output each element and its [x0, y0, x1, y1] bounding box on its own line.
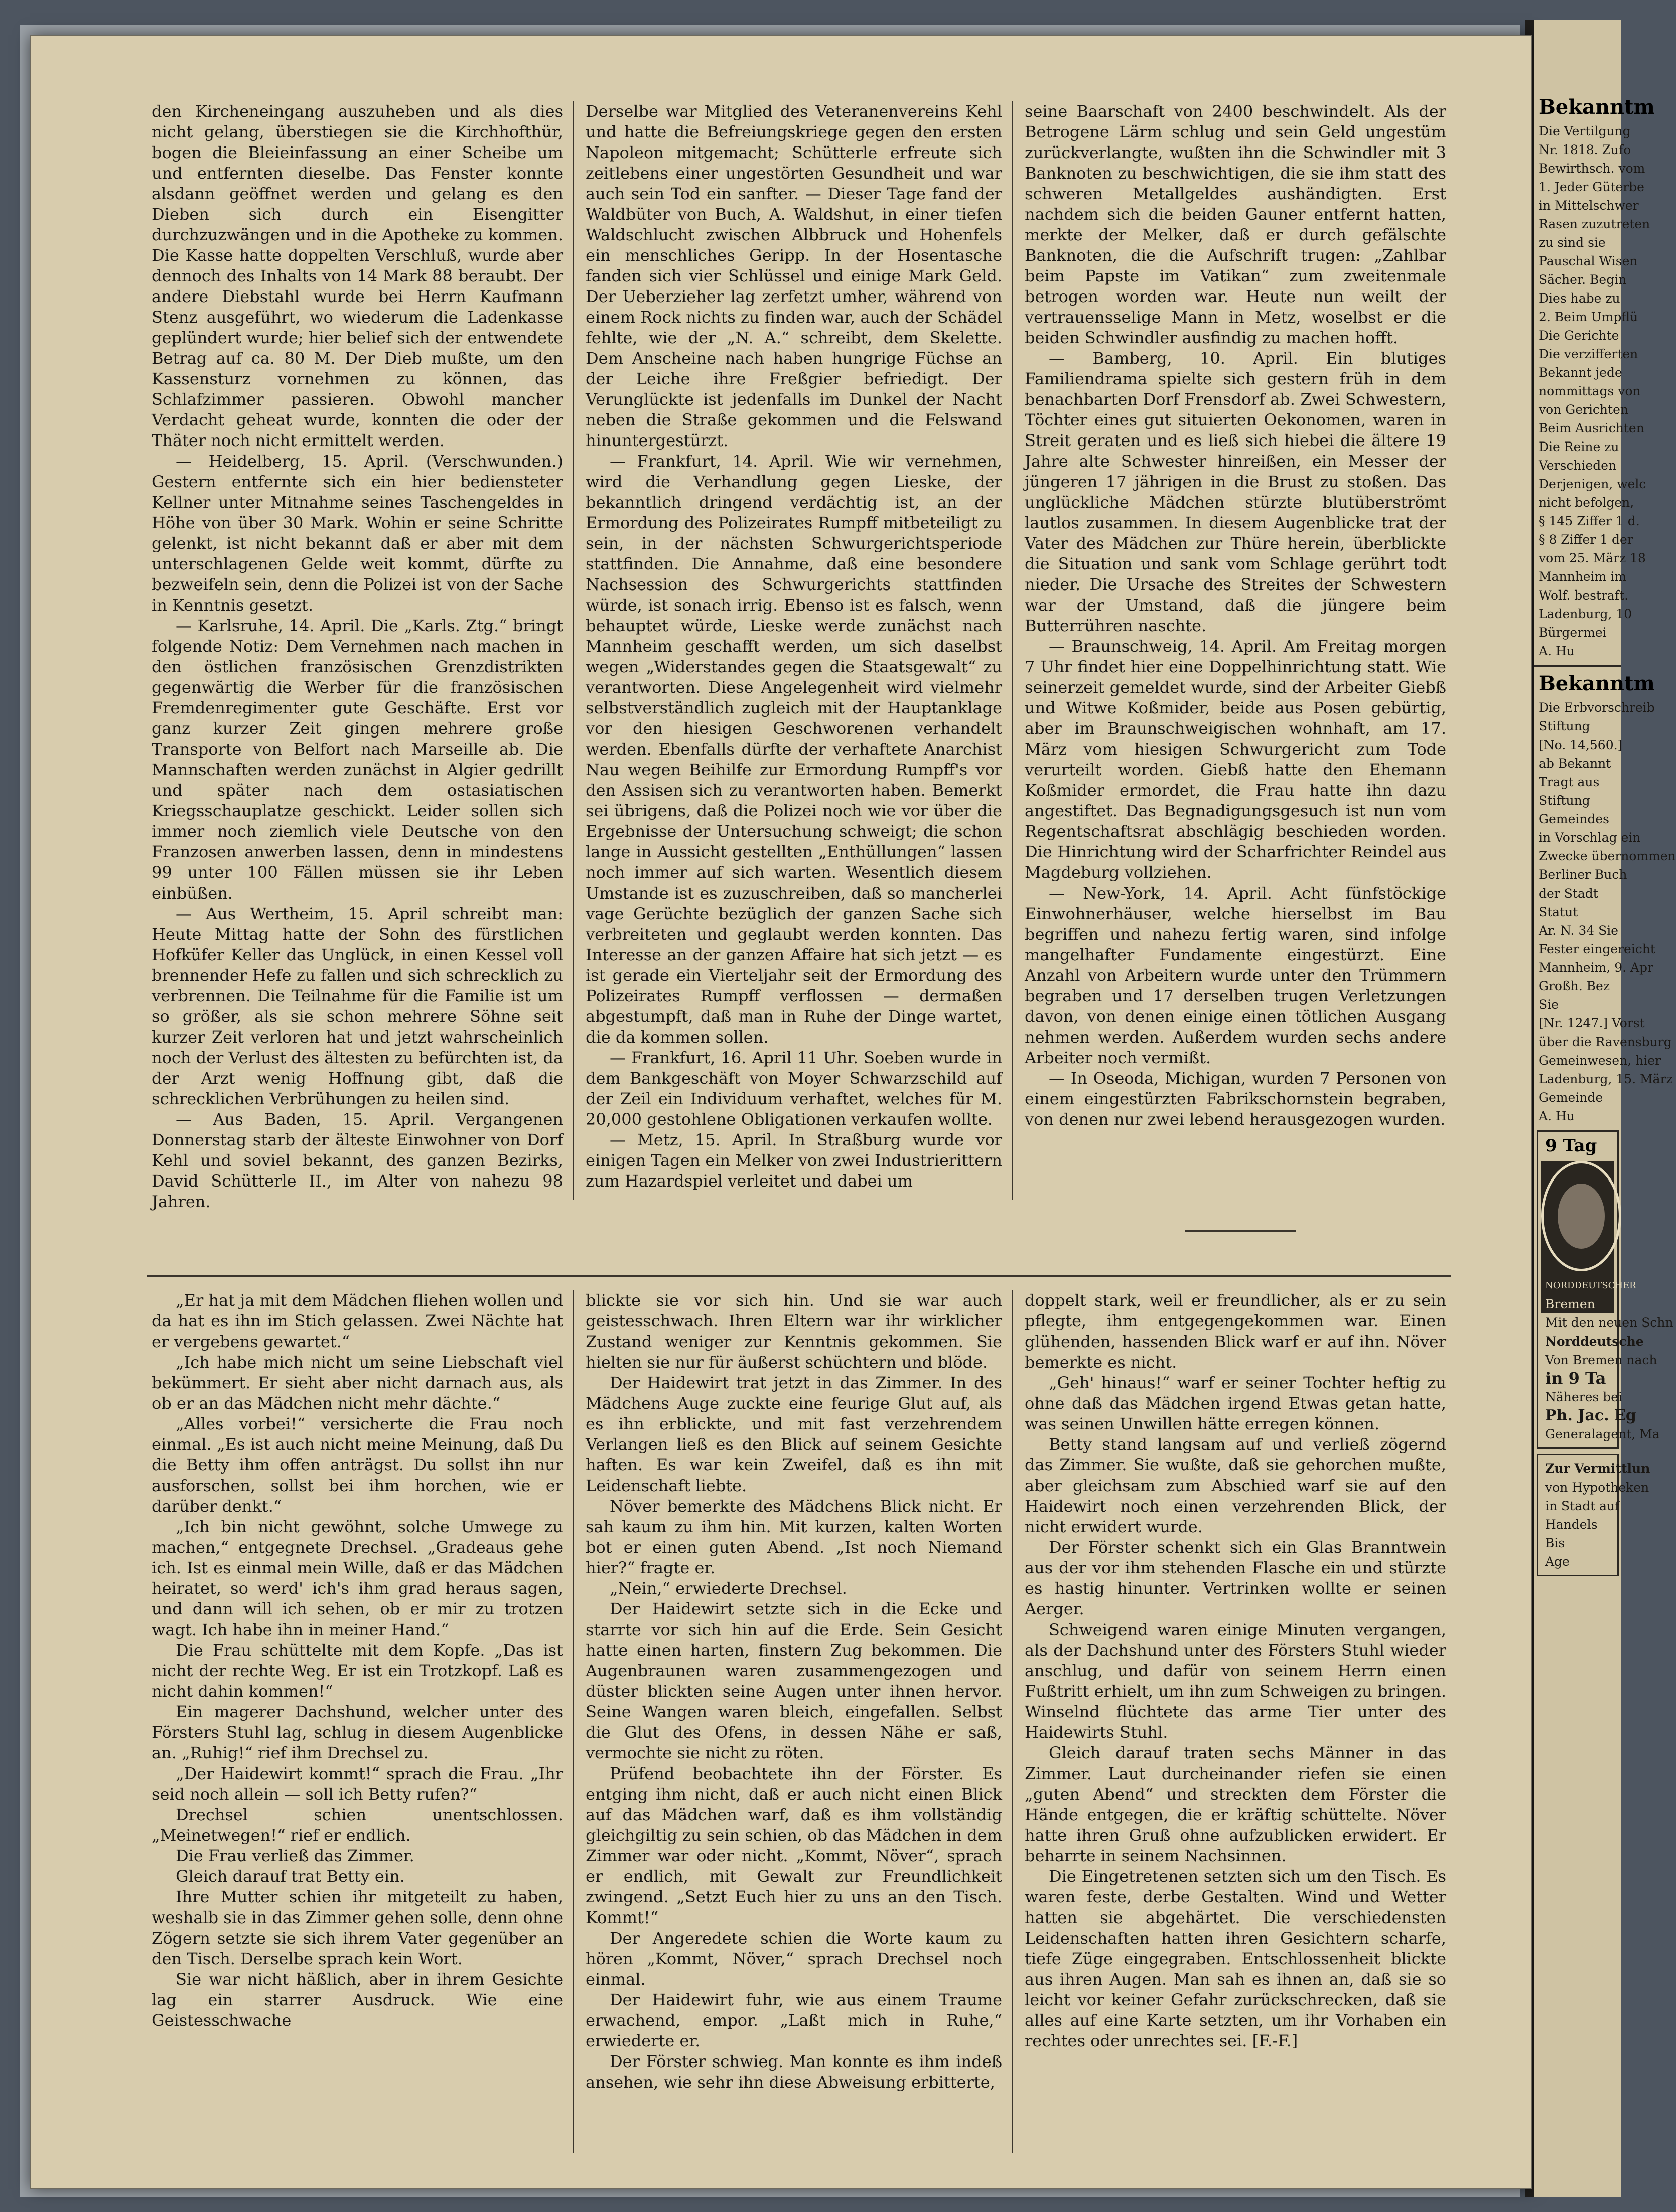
anchor-seal-icon	[1541, 1161, 1621, 1271]
story-paragraph: „Geh' hinaus!“ warf er seiner Tochter heftig zu ohne daß das Mädchen irgend Etwas getan hatte, was seinen Unwillen hätte erregen können.	[1025, 1373, 1446, 1433]
story-paragraph: Der Förster schwieg. Man konnte es ihm indeß ansehen, wie sehr ihn diese Abweisung erbitterte,	[586, 2052, 1002, 2092]
announcement-line: Sächer. Begin	[1539, 272, 1627, 287]
announcement-line: über die Ravensburg	[1539, 1035, 1672, 1049]
announcement-line: ab Bekannt	[1539, 756, 1611, 771]
story-paragraph: Der Haidewirt fuhr, wie aus einem Traume erwachend, empor. „Laßt mich in Ruhe,“ erwiederte er.	[586, 1990, 1002, 2050]
story-paragraph: Ein magerer Dachshund, welcher unter des Försters Stuhl lag, schlug in diesem Augenblicke an. „Ruhig!“ rief ihm Drechsel zu.	[152, 1702, 563, 1762]
news-paragraph: — In Oseoda, Michigan, wurden 7 Personen von einem eingestürzten Fabrikschornstein begraben, von denen nur zwei lebend herausgezogen wurden.	[1025, 1069, 1446, 1129]
announcement-line: Die Reine zu	[1539, 439, 1619, 454]
adjacent-page-strip	[1534, 20, 1676, 2197]
story-paragraph: Der Haidewirt trat jetzt in das Zimmer. In des Mädchens Auge zuckte eine feurige Glut auf, als es ihn erblickte, und mit fast verzehrendem Verlangen ließ es den Blick auf seinem Gesichte haften. Es war kein Zweifel, daß es ihn mit Leidenschaft liebte.	[586, 1373, 1002, 1495]
announcement-line: Verschieden	[1539, 458, 1617, 473]
announcement-line: Bewirthsch. vom	[1539, 161, 1645, 176]
ad-line: Von Bremen nach	[1545, 1353, 1657, 1367]
story-paragraph: „Ich habe mich nicht um seine Liebschaft viel bekümmert. Er sieht aber nicht darnach aus, als ob er an das Mädchen nicht mehr dächte.“	[152, 1353, 563, 1413]
ad-line: Age	[1545, 1554, 1570, 1569]
announcement-line: A. Hu	[1539, 1109, 1575, 1123]
story-paragraph: Gleich darauf traten sechs Männer in das Zimmer. Laut durcheinander riefen sie einen „guten Abend“ und streckten dem Förster die Hände entgegen, die er kräftig schüttelte. Növer hatte ihren Gruß ohne aufzublicken erwidert. Er beharrte in seinem Nachsinnen.	[1025, 1743, 1446, 1865]
announcement-line: Gemeinde	[1539, 1090, 1603, 1105]
announcement-line: 2. Beim Umpflü	[1539, 310, 1638, 324]
ad-line: in 9 Ta	[1545, 1369, 1606, 1388]
news-paragraph: — New-York, 14. April. Acht fünfstöckige Einwohnerhäuser, welche hierselbst im Bau begriffen und nahezu fertig waren, sind infolge mangelhafter Fundamente eingestürzt. Eine Anzahl von Arbeitern wurde unter den Trümmern begraben und 17 derselben trugen Verletzungen davon, von denen einige einen tötlichen Ausgang nehmen werden. Außerdem wurden sechs andere Arbeiter noch vermißt.	[1025, 883, 1446, 1067]
announcement-line: Dies habe zu	[1539, 291, 1620, 306]
column-rule	[573, 1290, 574, 2153]
ad-line: von Hypotheken	[1545, 1480, 1649, 1495]
announcement-line: Zwecke übernommen	[1539, 849, 1676, 863]
announcement-line: Gemeindes	[1539, 812, 1609, 826]
ad-line: Bis	[1545, 1536, 1565, 1550]
announcement-line: [No. 14,560.]	[1539, 738, 1623, 752]
announcement-line: Die Gerichte	[1539, 328, 1619, 343]
seal-caption: NORDDEUTSCHER	[1545, 1280, 1636, 1291]
announcement-heading: Bekanntm	[1539, 95, 1655, 119]
column-rule	[573, 101, 574, 1200]
story-paragraph: Die Eingetretenen setzten sich um den Tisch. Es waren feste, derbe Gestalten. Wind und Wetter hatten sie abgehärtet. Die verschiedensten Leidenschaften hatten ihren Gesichtern scharfe, tiefe Züge eingegraben. Entschlossenheit blickte aus ihren Augen. Man sah es ihnen an, daß sie so leicht vor keiner Gefahr zurückschrecken, daß sie alles auf eine Karte setzten, um ihr Vorhaben ein rechtes oder unrechtes sei. [F.-F.]	[1025, 1867, 1446, 2050]
announcement-line: Nr. 1818. Zufo	[1539, 142, 1631, 157]
announcement-line: Großh. Bez	[1539, 979, 1610, 993]
story-paragraph: „Nein,“ erwiederte Drechsel.	[610, 1579, 847, 1598]
announcement-line: Pauschal Wisen	[1539, 254, 1638, 268]
announcement-line: Tragt aus	[1539, 775, 1600, 789]
shipping-advertisement	[1537, 1130, 1673, 1449]
news-paragraph: — Braunschweig, 14. April. Am Freitag morgen 7 Uhr findet hier eine Doppelhinrichtung statt. Wie seinerzeit gemeldet wurde, sind der Arbeiter Giebß und Witwe Koßmider, beide aus Posen gebürtig, aber im Braunschweigischen wohnhaft, am 17. März vom hiesigen Schwurgericht zum Tode verurteilt worden. Giebß hatte den Ehemann Koßmider ermordet, die Frau hatte ihn dazu angestiftet. Das Begnadigungsgesuch ist nun vom Regentschaftsrat abschlägig beschieden worden. Die Hinrichtung wird der Scharfrichter Reindel aus Magdeburg vollziehen.	[1025, 637, 1446, 882]
announcement-line: Die Erbvorschreib	[1539, 700, 1655, 715]
announcement-line: Mannheim, 9. Apr	[1539, 960, 1654, 975]
announcement-line: von Gerichten	[1539, 402, 1628, 417]
story-paragraph: „Er hat ja mit dem Mädchen fliehen wollen und da hat es ihn im Stich gelassen. Zwei Nächte hat er vergebens gewartet.“	[152, 1291, 563, 1351]
announcement-line: § 145 Ziffer 1 d.	[1539, 514, 1640, 528]
news-paragraph: den Kircheneingang auszuheben und als dies nicht gelang, überstiegen sie die Kirchhofthür, bogen die Bleieinfassung an einer Scheibe um und entfernten dieselbe. Das Fenster konnte alsdann geöffnet werden und gelang es den Dieben sich durch ein Eisengitter durchzuzwängen und in die Apotheke zu kommen. Die Kasse hatte doppelten Verschluß, wurde aber dennoch des Inhalts von 14 Mark 88 beraubt. Der andere Diebstahl wurde bei Herrn Kaufmann Stenz ausgeführt, wo wiederum die Ladenkasse geplündert wurde; hier belief sich der entwendete Betrag auf ca. 80 M. Der Dieb mußte, um den Kassensturz vornehmen zu können, das Schlafzimmer passieren. Obwohl mancher Verdacht geheat wurde, konnten die oder der Thäter noch nicht ermittelt werden.	[152, 102, 563, 450]
announcement-line: in Mittelschwer	[1539, 198, 1639, 213]
announcement-line: Ar. N. 34 Sie	[1539, 923, 1618, 938]
story-paragraph: Drechsel schien unentschlossen. „Meinetwegen!“ rief er endlich.	[152, 1805, 563, 1845]
story-paragraph: Növer bemerkte des Mädchens Blick nicht. Er sah kaum zu ihm hin. Mit kurzen, kalten Worten bot er einen guten Abend. „Ist noch Niemand hier?“ fragte er.	[586, 1497, 1002, 1577]
ad-line: Zur Vermittlun	[1545, 1461, 1650, 1476]
story-paragraph: „Ich bin nicht gewöhnt, solche Umwege zu machen,“ entgegnete Drechsel. „Gradeaus gehe ich. Ist es einmal mein Wille, daß er das Mädchen heiratet, so werd' ich's ihm grad heraus sagen, und dann will ich sehen, ob er mir zu trotzen wagt. Ich habe ihn in meiner Hand.“	[152, 1517, 563, 1639]
announcement-line: vom 25. März 18	[1539, 551, 1646, 565]
news-column-3	[1025, 101, 1446, 1200]
story-paragraph: Der Angeredete schien die Worte kaum zu hören „Kommt, Növer,“ sprach Drechsel noch einmal.	[586, 1929, 1002, 1989]
story-paragraph: Gleich darauf trat Betty ein.	[176, 1867, 405, 1886]
announcement-line: Ladenburg, 15. März	[1539, 1072, 1673, 1086]
news-column-2	[586, 101, 1002, 1200]
announcement-line: Sie	[1539, 997, 1559, 1012]
ad-line: Handels	[1545, 1517, 1598, 1532]
brokerage-advertisement	[1537, 1454, 1650, 1576]
announcement-line: Bekannt jede	[1539, 365, 1622, 380]
announcement-line: Berliner Buch	[1539, 867, 1627, 882]
end-rule	[1185, 1230, 1296, 1232]
story-paragraph: Der Förster schenkt sich ein Glas Branntwein aus der vor ihm stehenden Flasche ein und stürzte es hastig hinunter. Vertrinken wollte er seinen Aerger.	[1025, 1538, 1446, 1618]
story-paragraph: „Alles vorbei!“ versicherte die Frau noch einmal. „Es ist auch nicht meine Meinung, daß Du die Betty ihm offen anträgst. Du sollst ihn nur ausforschen, sollst bei ihm horchen, wie er darüber denkt.“	[152, 1414, 563, 1516]
ad-line: Generalagent, Ma	[1545, 1427, 1660, 1441]
ad-line: Mit den neuen Schn	[1545, 1315, 1673, 1330]
news-paragraph: — Heidelberg, 15. April. (Verschwunden.) Gestern entfernte sich ein hier bediensteter Kellner unter Mitnahme seines Taschengeldes in Höhe von über 30 Mark. Wohin er seine Schritte gelenkt, ist nicht bekannt daß er aber mit dem unterschlagenen Gelde weit kommt, dürfte zu bezweifeln sein, denn die Polizei ist von der Sache in Kenntnis gesetzt.	[152, 452, 563, 615]
column-rule	[1012, 101, 1013, 1200]
announcement-line: Die Vertilgung	[1539, 124, 1631, 138]
announcement-1	[1534, 122, 1650, 660]
news-paragraph: Derselbe war Mitglied des Veteranenvereins Kehl und hatte die Befreiungskriege gegen den ersten Napoleon mitgemacht; Schütterle erfreute sich zeitlebens einer ungestörten Gesundheit und war auch sein Tod ein sanfter. — Dieser Tage fand der Waldbüter von Buch, A. Waldshut, in einer tiefen Waldschlucht zwischen Albbruck und Hohenfels ein menschliches Geripp. In der Hosentasche fanden sich vier Schlüssel und einige Mark Geld. Der Ueberzieher lag zerfetzt umher, während von einem Rock nichts zu finden war, auch der Schädel fehlte, wie der „N. A.“ schreibt, dem Skelette. Dem Anscheine nach haben hungrige Füchse an der Leiche ihre Freßgier befriedigt. Der Verunglückte ist jedenfalls im Dunkel der Nacht neben die Straße gekommen und die Felswand hinuntergestürzt.	[586, 102, 1002, 450]
announcement-line: Fester eingereicht	[1539, 942, 1655, 956]
story-paragraph: Der Haidewirt setzte sich in die Ecke und starrte vor sich hin auf die Erde. Sein Gesicht hatte einen harten, finstern Zug bekommen. Die Augenbraunen waren zusammengezogen und düster blickten seine Augen unter ihnen hervor. Seine Wangen waren bleich, eingefallen. Selbst die Glut des Ofens, in dessen Nähe er saß, vermochte sie nicht zu röten.	[586, 1599, 1002, 1762]
news-paragraph: — Frankfurt, 14. April. Wie wir vernehmen, wird die Verhandlung gegen Lieske, der bekanntlich dringend verdächtig ist, an der Ermordung des Polizeirates Rumpff mitbeteiligt zu sein, in der nächsten Schwurgerichtsperiode stattfinden. Die Annahme, daß eine besondere Nachsession des Schwurgerichts stattfinden würde, ist sonach irrig. Ebenso ist es falsch, wenn behauptet würde, Lieske werde zunächst nach Mannheim geschafft werden, um sich daselbst wegen „Widerstandes gegen die Staatsgewalt“ zu verantworten. Diese Angelegenheit wird vielmehr selbstverständlich zugleich mit der Hauptanklage vor den hiesigen Geschworenen verhandelt werden. Ebenfalls dürfte der verhaftete Anarchist Nau wegen Beihilfe zur Ermordung Rumpff's vor den Assisen sich zu verantworten haben. Bemerkt sei übrigens, daß die Polizei noch wie vor über die Ergebnisse der Untersuchung schweigt; die schon lange in Aussicht gestellten „Enthüllungen“ lassen noch immer auf sich warten. Wesentlich diesem Umstande ist es zuzuschreiben, daß so mancherlei vage Gerüchte bezüglich der ganzen Sache sich verbreiteten und geglaubt werden konnten. Das Interesse an der ganzen Affaire hat sich jetzt — es ist gerade ein Vierteljahr seit der Ermordung des Polizeirates Rumpff verflossen — dermaßen abgestumpft, daß man in Ruhe der Dinge wartet, die da kommen sollen.	[586, 452, 1002, 1047]
announcement-line: Die verzifferten	[1539, 347, 1638, 361]
announcement-line: der Stadt	[1539, 886, 1598, 901]
strip-divider	[1534, 665, 1621, 667]
story-paragraph: Ihre Mutter schien ihr mitgeteilt zu haben, weshalb sie in das Zimmer gehen solle, denn ohne Zögern setzte sie sich ihrem Vater gegenüber an den Tisch. Derselbe sprach kein Wort.	[152, 1887, 563, 1968]
story-paragraph: Betty stand langsam auf und verließ zögernd das Zimmer. Sie wußte, daß sie gehorchen mußte, aber gleichsam zum Abschied warf sie auf den Haidewirt noch einen verzehrenden Blick, der nicht erwidert wurde.	[1025, 1435, 1446, 1536]
feuilleton-column-3	[1025, 1290, 1446, 2153]
story-paragraph: Schweigend waren einige Minuten vergangen, als der Dachshund unter des Försters Stuhl wieder anschlug, und dafür von seinem Herrn einen Fußtritt erhielt, um ihn zum Schweigen zu bringen. Winselnd flüchtete das arme Tier unter des Haidewirts Stuhl.	[1025, 1620, 1446, 1742]
story-paragraph: „Der Haidewirt kommt!“ sprach die Frau. „Ihr seid noch allein — soll ich Betty rufen?“	[152, 1764, 563, 1804]
announcement-line: Derjenigen, welc	[1539, 477, 1646, 491]
news-column-1	[152, 101, 563, 1211]
feuilleton-column-1	[152, 1290, 563, 2153]
news-paragraph: — Metz, 15. April. In Straßburg wurde vor einigen Tagen ein Melker von zwei Industrierittern zum Hazardspiel verleitet und dabei um	[586, 1130, 1002, 1191]
feuilleton-divider	[147, 1275, 1451, 1277]
news-paragraph: — Karlsruhe, 14. April. Die „Karls. Ztg.“ bringt folgende Notiz: Dem Vernehmen nach machen in den östlichen französischen Grenzdistrikten gegenwärtig die Werber für die französischen Fremdenregimenter gute Geschäfte. Erst vor ganz kurzer Zeit gingen mehrere große Transporte von Belfort nach Marseille ab. Die Mannschaften werden zunächst in Algier gedrillt und später nach dem ostasiatischen Kriegsschauplatze geschickt. Leider sollen sich immer noch ziemlich viele Deutsche von den Franzosen anwerben lassen, denn in mindestens 99 unter 100 Fällen müssen sie ihr Leben einbüßen.	[152, 616, 563, 903]
story-paragraph: doppelt stark, weil er freundlicher, als er zu sein pflegte, ihm entgegengekommen war. Einen glühenden, hassenden Blick warf er auf ihn. Növer bemerkte es nicht.	[1025, 1291, 1446, 1372]
ad-heading: 9 Tag	[1545, 1136, 1597, 1156]
story-paragraph: Die Frau verließ das Zimmer.	[176, 1846, 414, 1865]
ad-side-text: Bremen	[1545, 1297, 1595, 1311]
story-paragraph: Die Frau schüttelte mit dem Kopfe. „Das ist nicht der rechte Weg. Er ist ein Trotzkopf. Laß es nicht dahin kommen!“	[152, 1641, 563, 1701]
announcement-line: zu sind sie	[1539, 235, 1606, 250]
news-paragraph: — Frankfurt, 16. April 11 Uhr. Soeben wurde in dem Bankgeschäft von Moyer Schwarzschild auf der Zeil ein Individuum verhaftet, welches für M. 20,000 gestohlene Obligationen verkaufen wollte.	[586, 1048, 1002, 1129]
announcement-line: 1. Jeder Güterbe	[1539, 180, 1644, 194]
ad-line: Ph. Jac. Eg	[1545, 1407, 1636, 1424]
column-rule	[1012, 1290, 1013, 2153]
announcement-line: [Nr. 1247.] Vorst	[1539, 1016, 1645, 1030]
ad-line: in Stadt auf	[1545, 1499, 1620, 1513]
newspaper-page	[30, 35, 1532, 2189]
announcement-line: nommittags von	[1539, 384, 1641, 398]
announcement-line: in Vorschlag ein	[1539, 830, 1641, 845]
announcement-2	[1534, 698, 1676, 1125]
announcement-line: Wolf. bestraft.	[1539, 588, 1629, 603]
announcement-line: Stiftung	[1539, 793, 1590, 808]
story-paragraph: blickte sie vor sich hin. Und sie war auch geistesschwach. Ihren Eltern war ihr wirklicher Zustand weniger zur Kenntnis gekommen. Sie hielten sie nur für äußerst schüchtern und blöde.	[586, 1291, 1002, 1372]
announcement-line: § 8 Ziffer 1 der	[1539, 532, 1633, 547]
ad-emblem-block	[1541, 1161, 1636, 1313]
news-paragraph: — Bamberg, 10. April. Ein blutiges Familiendrama spielte sich gestern früh in dem benachbarten Dorf Frensdorf ab. Zwei Schwestern, Töchter eines gut situierten Oekonomen, waren in Streit geraten und es ließ sich hiebei die ältere 19 Jahre alte Schwester hinreißen, ein Messer der jüngeren 17 jährigen in die Brust zu stoßen. Das unglückliche Mädchen stürzte blutüberströmt lautlos zusammen. In diesem Augenblicke trat der Vater des Mädchen zur Thüre herein, überblickte die Situation und sank vom Schlage gerührt todt nieder. Die Ursache des Streites der Schwestern war der Umstand, daß die jüngere beim Butterrühren naschte.	[1025, 349, 1446, 635]
ad-line: Norddeutsche	[1545, 1334, 1644, 1349]
announcement-heading: Bekanntm	[1539, 672, 1655, 695]
announcement-line: Mannheim im	[1539, 569, 1626, 584]
news-paragraph: — Aus Baden, 15. April. Vergangenen Donnerstag starb der älteste Einwohner von Dorf Kehl und soviel bekannt, des ganzen Bezirks, David Schütterle II., im Alter von nahezu 98 Jahren.	[152, 1110, 563, 1211]
announcement-line: A. Hu	[1539, 644, 1575, 658]
announcement-line: Gemeinwesen, hier	[1539, 1053, 1661, 1068]
news-paragraph: — Aus Wertheim, 15. April schreibt man: Heute Mittag hatte der Sohn des fürstlichen Hofküfer Keller das Unglück, in einen Kessel voll brennender Hefe zu fallen und sich schrecklich zu verbrennen. Die Teilnahme für die Familie ist um so größer, als sie schon mehrere Söhne seit kurzer Zeit verloren hat und jetzt wahrscheinlich noch der Verlust des ältesten zu befürchten ist, da der Arzt wenig Hoffnung gibt, daß die schrecklichen Verbrühungen zu heilen sind.	[152, 904, 563, 1108]
story-paragraph: Sie war nicht häßlich, aber in ihrem Gesichte lag ein starrer Ausdruck. Wie eine Geistesschwache	[152, 1970, 563, 2030]
announcement-line: Statut	[1539, 905, 1578, 919]
announcement-line: Ladenburg, 10	[1539, 607, 1632, 621]
announcement-line: Beim Ausrichten	[1539, 421, 1644, 435]
seal-center	[1558, 1184, 1605, 1249]
announcement-line: Bürgermei	[1539, 625, 1607, 640]
feuilleton-column-2	[586, 1290, 1002, 2153]
ad-line: Näheres bei	[1545, 1390, 1622, 1404]
announcement-line: nicht befolgen,	[1539, 495, 1634, 510]
news-paragraph: seine Baarschaft von 2400 beschwindelt. Als der Betrogene Lärm schlug und sein Geld ungestüm zurückverlangte, wußten ihn die Schwindler mit 3 Banknoten zu beschwichtigen, die sie ihm statt des schweren Metallgeldes aushändigten. Erst nachdem sich die beiden Gauner entfernt hatten, merkte der Melker, daß er durch gefälschte Banknoten, die die Aufschrift trugen: „Zahlbar beim Papste im Vatikan“ zum zweitenmale betrogen worden war. Heute nun weilt der vertrauensselige Mann in Metz, woselbst er die beiden Schwindler ausfindig zu machen hofft.	[1025, 102, 1446, 347]
announcement-line: Stiftung	[1539, 719, 1590, 733]
story-paragraph: Prüfend beobachtete ihn der Förster. Es entging ihm nicht, daß er auch nicht einen Blick auf das Mädchen warf, daß es ihm vollständig gleichgiltig zu sein schien, ob das Mädchen in dem Zimmer war oder nicht. „Kommt, Növer“, sprach er endlich, mit Gewalt zur Freundlichkeit zwingend. „Setzt Euch hier zu uns an den Tisch. Kommt!“	[586, 1764, 1002, 1927]
announcement-line: Rasen zuzutreten	[1539, 217, 1650, 231]
